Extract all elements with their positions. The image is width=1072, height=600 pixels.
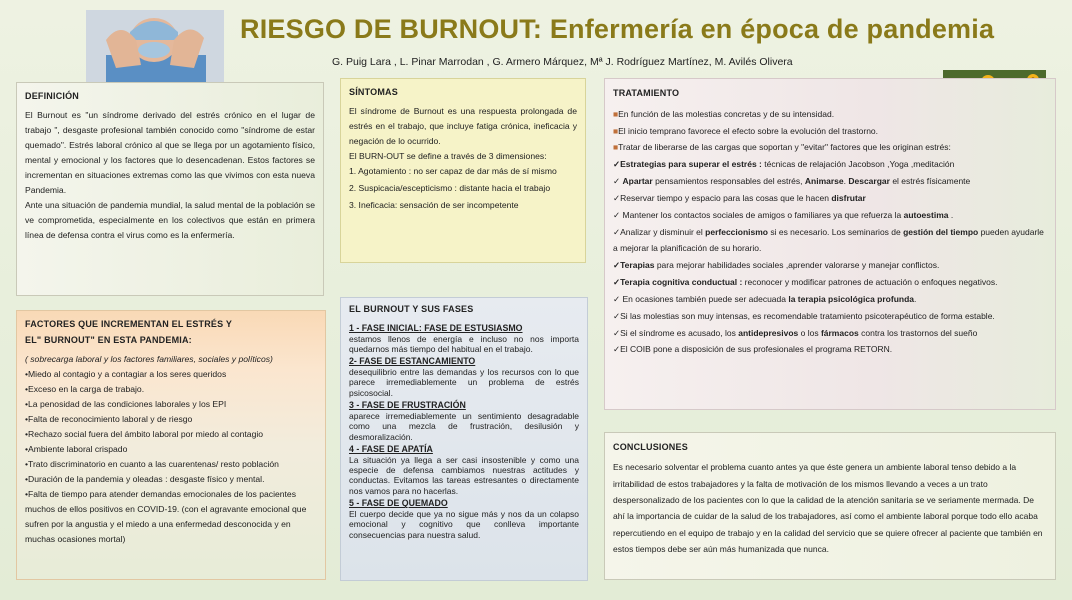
sintomas-list xyxy=(349,164,577,213)
tratamiento-bold: ✓Terapias xyxy=(613,260,655,271)
tratamiento-text: . xyxy=(914,293,917,304)
tratamiento-line xyxy=(613,325,1047,342)
sintomas-heading: SÍNTOMAS xyxy=(349,87,398,97)
sintomas-item: 1. Agotamiento : no ser capaz de dar más de sí mismo xyxy=(349,165,557,176)
sintomas-box xyxy=(340,78,586,263)
fase-title: 3 - FASE DE FRUSTRACIÓN xyxy=(349,400,466,411)
factores-item: •Exceso en la carga de trabajo. xyxy=(25,383,145,394)
fases-heading: EL BURNOUT Y SUS FASES xyxy=(349,304,474,314)
tratamiento-text: El inicio temprano favorece el efecto sobre la evolución del trastorno. xyxy=(618,125,879,136)
fase-text: La situación ya llega a ser casi insostenible y como una especie de defensa cambiamos nuestras actitudes y conductas. Evitamos las tareas estresantes o directamente nos vamos para no hacerlas. xyxy=(349,454,579,496)
tratamiento-text: ✓ Mantener los contactos sociales de amigos o familiares ya que refuerza la xyxy=(613,209,904,220)
tratamiento-bold: ✓Estrategias para superar el estrés : xyxy=(613,159,762,170)
fase-title: 5 - FASE DE QUEMADO xyxy=(349,498,448,509)
tratamiento-line xyxy=(613,190,1047,207)
fases-box xyxy=(340,297,588,581)
tratamiento-text: ✓Reservar tiempo y espacio para las cosas que le hacen xyxy=(613,192,832,203)
tratamiento-text: En función de las molestias concretas y de su intensidad. xyxy=(618,108,835,119)
tratamiento-text: el estrés físicamente xyxy=(889,176,971,187)
tratamiento-line xyxy=(613,106,1047,123)
tratamiento-bold: gestión del tiempo xyxy=(903,226,979,237)
factores-item: •Miedo al contagio y a contagiar a los seres queridos xyxy=(25,368,227,379)
fase-text: El cuerpo decide que ya no sigue más y nos da un colapso emocional y cognitivo que conlleva importante consecuencias para nuestra salud. xyxy=(349,508,579,540)
factores-item: •Ambiente laboral crispado xyxy=(25,443,128,454)
factores-box xyxy=(16,310,326,580)
fase-text: aparece irremediablemente un sentimiento desagradable como una mezcla de frustración, desilusión y desmoralización. xyxy=(349,410,579,442)
tratamiento-line xyxy=(613,291,1047,308)
sintomas-item: 3. Ineficacia: sensación de ser incompetente xyxy=(349,199,519,210)
definicion-heading: DEFINICIÓN xyxy=(25,91,80,101)
factores-heading-1: FACTORES QUE INCREMENTAN EL ESTRÉS Y xyxy=(25,319,233,329)
tratamiento-text: contra los trastornos del sueño xyxy=(858,327,978,338)
tratamiento-text: Tratar de liberarse de las cargas que soportan y "evitar" factores que les originan estrés: xyxy=(618,142,951,153)
tratamiento-bold: Descargar xyxy=(848,176,890,187)
tratamiento-text: . xyxy=(948,209,954,220)
tratamiento-text: ✓Analizar y disminuir el xyxy=(613,226,706,237)
factores-item: •Falta de reconocimiento laboral y de riesgo xyxy=(25,413,193,424)
factores-item: •Rechazo social fuera del ámbito laboral por miedo al contagio xyxy=(25,428,264,439)
tratamiento-line xyxy=(613,224,1047,258)
definicion-text-2: Ante una situación de pandemia mundial, la salud mental de la población se ve comprometida, especialmente en los colectivos que están en primera línea de defensa contra el virus como es la enfermería. xyxy=(25,199,315,240)
tratamiento-line xyxy=(613,207,1047,224)
conclusiones-box xyxy=(604,432,1056,580)
tratamiento-heading: TRATAMIENTO xyxy=(613,88,680,98)
tratamiento-line xyxy=(613,156,1047,173)
tratamiento-line xyxy=(613,257,1047,274)
tratamiento-text: pensamientos responsables del estrés, xyxy=(652,176,805,187)
fase-title: 1 - FASE INICIAL: FASE DE ESTUSIASMO xyxy=(349,322,523,333)
conclusiones-text: Es necesario solventar el problema cuanto antes ya que éste genera un ambiente laboral tenso debido a la irritabilidad de estos trabajadores y la falta de motivación de los mismos llevando a veces a un trato despersonalizado de los pacientes con lo que la calidad de la atención sanitaria se ve seriamente mermada. De ahí la importancia de cuidar de la salud de los trabajadores, así como el ambiente laboral porque todo ello acaba repercutiendo en el equipo de trabajo y en la calidad del servicio que se quiere ofrecer al paciente que también en estos tiempos debe ser aún más humanizada que nunca. xyxy=(613,462,1043,554)
tratamiento-text: ✓ xyxy=(613,176,623,187)
fase-text: estamos llenos de energía e incluso no nos importa quedarnos más tiempo del habitual en el trabajo. xyxy=(349,333,579,355)
sintomas-text-1: El síndrome de Burnout es una respuesta prolongada de estrés en el trabajo, que incluye fatiga crónica, ineficacia y negación de lo ocurrido. xyxy=(349,105,577,146)
tratamiento-text: pueden ayudarle a mejorar la planificación de su horario. xyxy=(613,226,1044,254)
sintomas-text-2: El BURN-OUT se define a través de 3 dimensiones: xyxy=(349,150,547,161)
definicion-text-1: El Burnout es "un síndrome derivado del estrés crónico en el lugar de trabajo ", desgaste profesional también conocido como "síndrome de estar quemado". Estrés laboral crónico al que se llega por un agotamiento físico, mental y emocional y los factores que lo desencadenan. Estos factores se incrementan en situaciones extremas como las que vivimos con esta nueva Pandemia. xyxy=(25,109,315,195)
tratamiento-bold: fármacos xyxy=(820,327,859,338)
tratamiento-bold: Animarse xyxy=(804,176,844,187)
tratamiento-bold: perfeccionismo xyxy=(705,226,768,237)
tratamiento-text: para mejorar habilidades sociales ,aprender valorarse y manejar conflictos. xyxy=(654,260,940,271)
tratamiento-line xyxy=(613,123,1047,140)
tratamiento-text: . xyxy=(843,176,849,187)
tratamiento-text: si es necesario. Los seminarios de xyxy=(767,226,904,237)
fase-text: desequilibrio entre las demandas y los recursos con lo que parece irremediablemente un problema de estrés psicosocial. xyxy=(349,367,579,398)
tratamiento-text: ✓ En ocasiones también puede ser adecuada xyxy=(613,293,789,304)
tratamiento-text: o los xyxy=(798,327,821,338)
sintomas-item: 2. Suspicacia/escepticismo : distante hacia el trabajo xyxy=(349,182,551,193)
authors: G. Puig Lara , L. Pinar Marrodan , G. Armero Márquez, Mª J. Rodríguez Martínez, M. Avilés Olivera xyxy=(332,56,793,68)
factores-item: •Falta de tiempo para atender demandas emocionales de los pacientes muchos de ellos positivos en COVID-19. (con el agravante emocional que sufren por la angustia y el miedo a una enfermedad desconocida y en muchas ocasiones mortal) xyxy=(25,488,307,544)
tratamiento-box xyxy=(604,78,1056,410)
factores-heading xyxy=(25,317,317,349)
tratamiento-line xyxy=(613,173,1047,190)
tratamiento-bold: disfrutar xyxy=(831,192,866,203)
square-bullet-icon: ■ xyxy=(613,125,619,136)
conclusiones-heading: CONCLUSIONES xyxy=(613,442,688,452)
square-bullet-icon: ■ xyxy=(613,108,619,119)
tratamiento-text: ✓Si el síndrome es acusado, los xyxy=(613,327,739,338)
tratamiento-bold: la terapia psicológica profunda xyxy=(788,293,914,304)
tratamiento-line xyxy=(613,274,1047,291)
factores-item: •Duración de la pandemia y oleadas : desgaste físico y mental. xyxy=(25,473,265,484)
tratamiento-bold: ✓Terapia cognitiva conductual : xyxy=(613,277,743,288)
tratamiento-line: ✓El COIB pone a disposición de sus profesionales el programa RETORN. xyxy=(613,344,893,355)
tratamiento-bold: antidepresivos xyxy=(738,327,799,338)
factores-subtitle: ( sobrecarga laboral y los factores familiares, sociales y políticos) xyxy=(25,353,273,364)
poster-title: RIESGO DE BURNOUT: Enfermería en época de pandemia xyxy=(240,14,995,44)
tratamiento-line xyxy=(613,139,1047,156)
fase-title: 2- FASE DE ESTANCAMIENTO xyxy=(349,356,476,367)
tratamiento-text: reconocer y modificar patrones de actuación o enfoques negativos. xyxy=(742,277,998,288)
tratamiento-text: técnicas de relajación Jacobson ,Yoga ,meditación xyxy=(761,159,955,170)
definicion-box xyxy=(16,82,324,296)
fase-title: 4 - FASE DE APATÍA xyxy=(349,444,433,454)
factores-heading-2: EL" BURNOUT" EN ESTA PANDEMIA: xyxy=(25,334,192,345)
tratamiento-line: ✓Si las molestias son muy intensas, es recomendable tratamiento psicoterapéutico de forma estable. xyxy=(613,310,995,321)
factores-item: •La penosidad de las condiciones laborales y los EPI xyxy=(25,398,227,409)
factores-item: •Trato discriminatorio en cuanto a las cuarentenas/ resto población xyxy=(25,458,279,469)
tratamiento-bold: Apartar xyxy=(622,176,653,187)
square-bullet-icon: ■ xyxy=(613,142,619,153)
tratamiento-bold: autoestima xyxy=(903,209,949,220)
